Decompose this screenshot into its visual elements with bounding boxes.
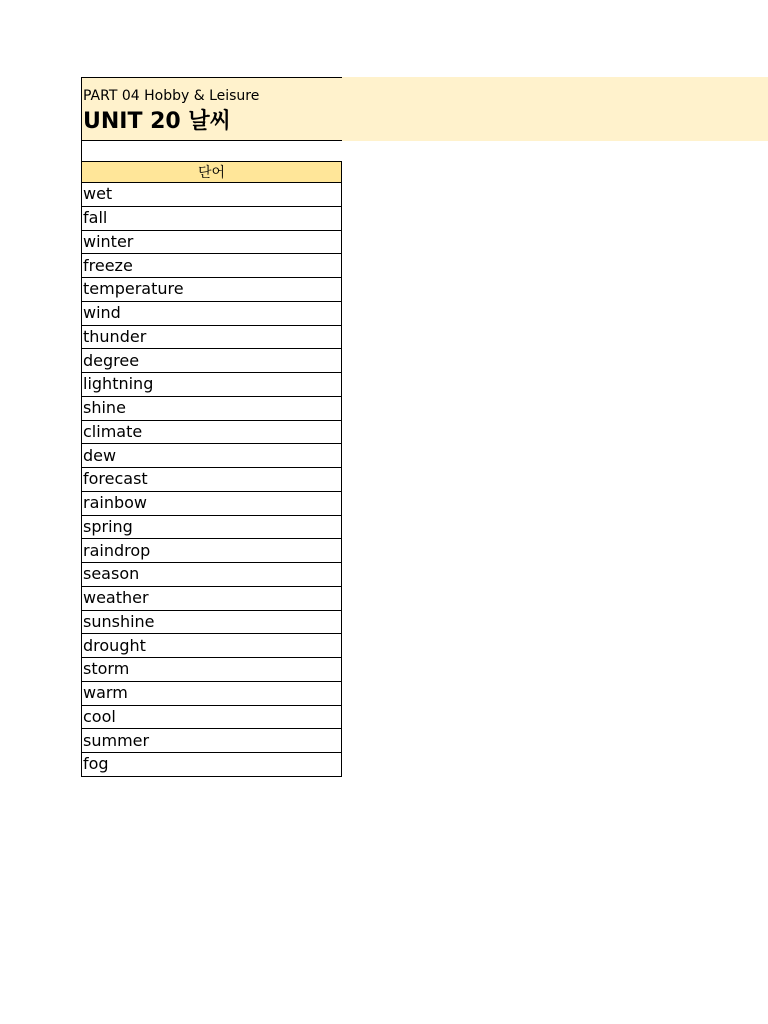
table-row — [82, 539, 342, 563]
table-row — [82, 753, 342, 777]
word-cell[interactable]: drought — [82, 634, 342, 658]
word-cell[interactable]: spring — [82, 515, 342, 539]
column-header: 단어 — [82, 162, 342, 183]
word-cell[interactable]: wind — [82, 301, 342, 325]
word-cell[interactable]: weather — [82, 586, 342, 610]
word-cell[interactable]: forecast — [82, 468, 342, 492]
table-row — [82, 278, 342, 302]
table-row — [82, 681, 342, 705]
word-cell[interactable]: temperature — [82, 278, 342, 302]
word-cell[interactable]: degree — [82, 349, 342, 373]
table-row — [82, 420, 342, 444]
table-row — [82, 491, 342, 515]
table-row — [82, 254, 342, 278]
table-row — [82, 705, 342, 729]
table-row — [82, 230, 342, 254]
word-cell[interactable]: fog — [82, 753, 342, 777]
word-cell[interactable]: season — [82, 563, 342, 587]
part-label: PART 04 Hobby & Leisure — [83, 88, 260, 104]
header-band — [342, 77, 768, 141]
table-row — [82, 183, 342, 207]
table-row — [82, 301, 342, 325]
word-cell[interactable]: storm — [82, 658, 342, 682]
word-cell[interactable]: warm — [82, 681, 342, 705]
unit-title: UNIT 20 날씨 — [83, 109, 231, 134]
table-row — [82, 515, 342, 539]
table-row — [82, 610, 342, 634]
word-cell[interactable]: raindrop — [82, 539, 342, 563]
table-row — [82, 563, 342, 587]
table-row — [82, 349, 342, 373]
table-row — [82, 206, 342, 230]
table-row — [82, 373, 342, 397]
word-cell[interactable]: winter — [82, 230, 342, 254]
table-row — [82, 586, 342, 610]
word-cell[interactable]: lightning — [82, 373, 342, 397]
unit-header — [81, 77, 342, 141]
word-cell[interactable]: freeze — [82, 254, 342, 278]
word-cell[interactable]: dew — [82, 444, 342, 468]
table-row — [82, 444, 342, 468]
word-table — [81, 161, 342, 777]
table-row — [82, 634, 342, 658]
table-row — [82, 729, 342, 753]
word-cell[interactable]: fall — [82, 206, 342, 230]
table-row — [82, 325, 342, 349]
table-header-row — [82, 162, 342, 183]
word-cell[interactable]: shine — [82, 396, 342, 420]
word-cell[interactable]: summer — [82, 729, 342, 753]
table-row — [82, 658, 342, 682]
table-row — [82, 396, 342, 420]
word-cell[interactable]: wet — [82, 183, 342, 207]
word-cell[interactable]: climate — [82, 420, 342, 444]
word-list — [82, 183, 342, 777]
spacer-border — [81, 141, 82, 161]
word-cell[interactable]: thunder — [82, 325, 342, 349]
word-cell[interactable]: sunshine — [82, 610, 342, 634]
word-cell[interactable]: rainbow — [82, 491, 342, 515]
table-row — [82, 468, 342, 492]
word-cell[interactable]: cool — [82, 705, 342, 729]
